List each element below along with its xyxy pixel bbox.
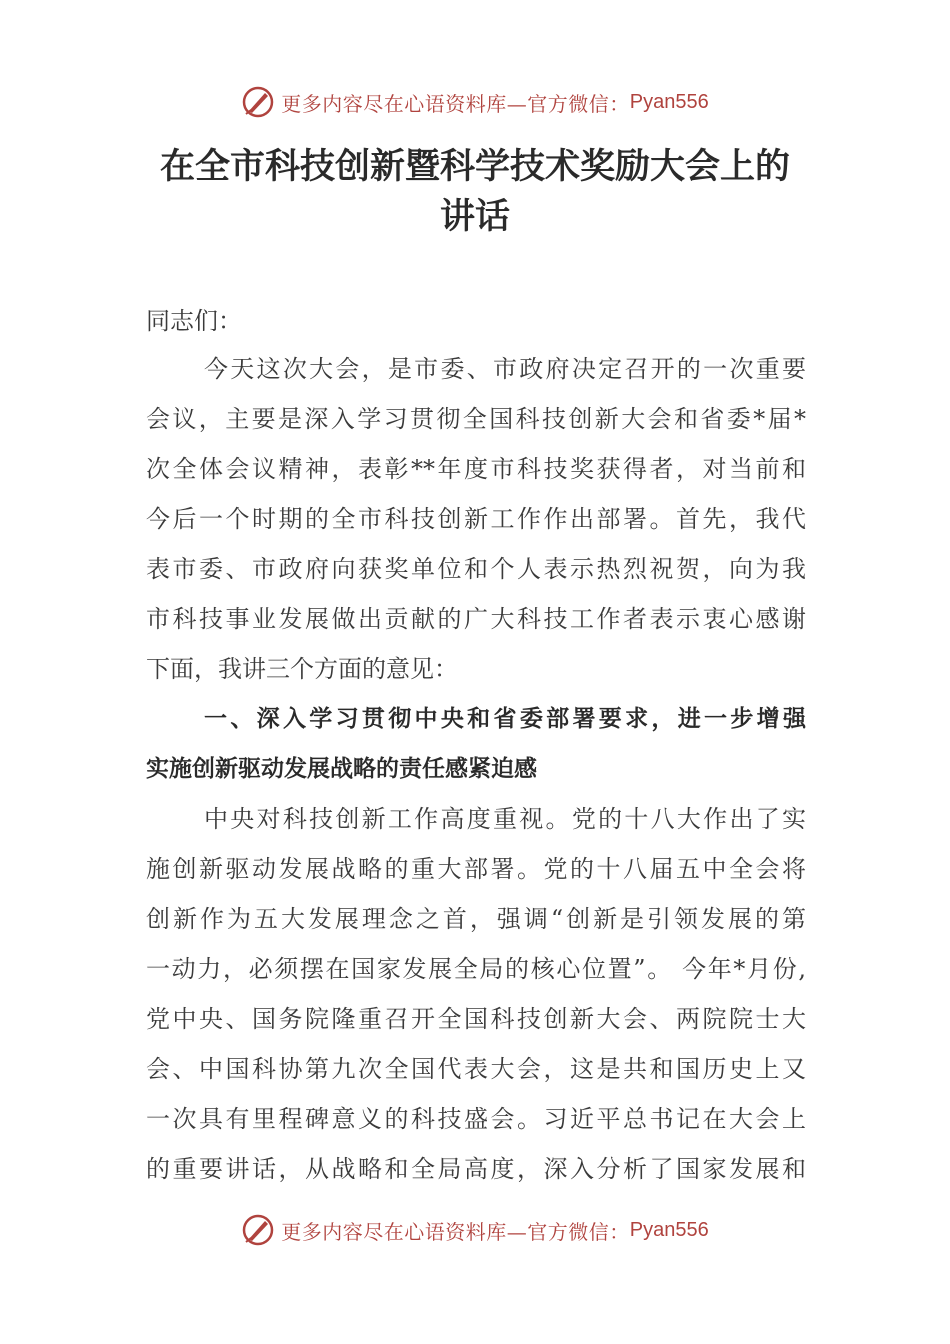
body-line: 今后一个时期的全市科技创新工作作出部署。首先，我代 xyxy=(146,505,806,533)
body-line: 次全体会议精神，表彰**年度市科技奖获得者，对当前和 xyxy=(146,455,806,483)
body-line: 创新作为五大发展理念之首，强调“创新是引领发展的第 xyxy=(146,905,806,933)
body-line: 施创新驱动发展战略的重大部署。党的十八届五中全会将 xyxy=(146,855,806,883)
banner-text: 更多内容尽在心语资料库—官方微信： xyxy=(281,91,630,116)
section-heading: 实施创新驱动发展战略的责任感紧迫感 xyxy=(146,756,537,782)
wechat-id: Pyan556 xyxy=(629,90,709,113)
document-title-line2: 讲话 xyxy=(439,196,510,237)
body-line: 中央对科技创新工作高度重视。党的十八大作出了实 xyxy=(204,805,806,833)
wechat-id: Pyan556 xyxy=(629,1218,709,1241)
body-line: 下面，我讲三个方面的意见： xyxy=(146,655,458,683)
body-line: 一动力，必须摆在国家发展全局的核心位置”。 今年*月份, xyxy=(146,955,806,983)
body-line: 一次具有里程碑意义的科技盛会。习近平总书记在大会上 xyxy=(146,1105,806,1133)
body-line: 市科技事业发展做出贡献的广大科技工作者表示衷心感谢 xyxy=(146,605,806,633)
body-line: 党中央、国务院隆重召开全国科技创新大会、两院院士大 xyxy=(146,1005,806,1033)
body-line: 表市委、市政府向获奖单位和个人表示热烈祝贺，向为我 xyxy=(146,555,806,583)
section-heading: 一、深入学习贯彻中央和省委部署要求，进一步增强 xyxy=(204,706,806,732)
document-title-line1: 在全市科技创新暨科学技术奖励大会上的 xyxy=(159,146,790,187)
body-line: 的重要讲话，从战略和全局高度，深入分析了国家发展和 xyxy=(146,1155,806,1183)
body-line: 会议，主要是深入学习贯彻全国科技创新大会和省委*届* xyxy=(146,405,806,433)
salutation: 同志们： xyxy=(146,307,242,335)
quill-logo-icon xyxy=(241,85,275,119)
header-banner xyxy=(0,82,950,122)
quill-logo-icon xyxy=(241,1213,275,1247)
body-line: 会、中国科协第九次全国代表大会，这是共和国历史上又 xyxy=(146,1055,806,1083)
body-line: 今天这次大会，是市委、市政府决定召开的一次重要 xyxy=(204,355,806,383)
footer-banner xyxy=(0,1210,950,1250)
banner-text: 更多内容尽在心语资料库—官方微信： xyxy=(281,1219,630,1244)
